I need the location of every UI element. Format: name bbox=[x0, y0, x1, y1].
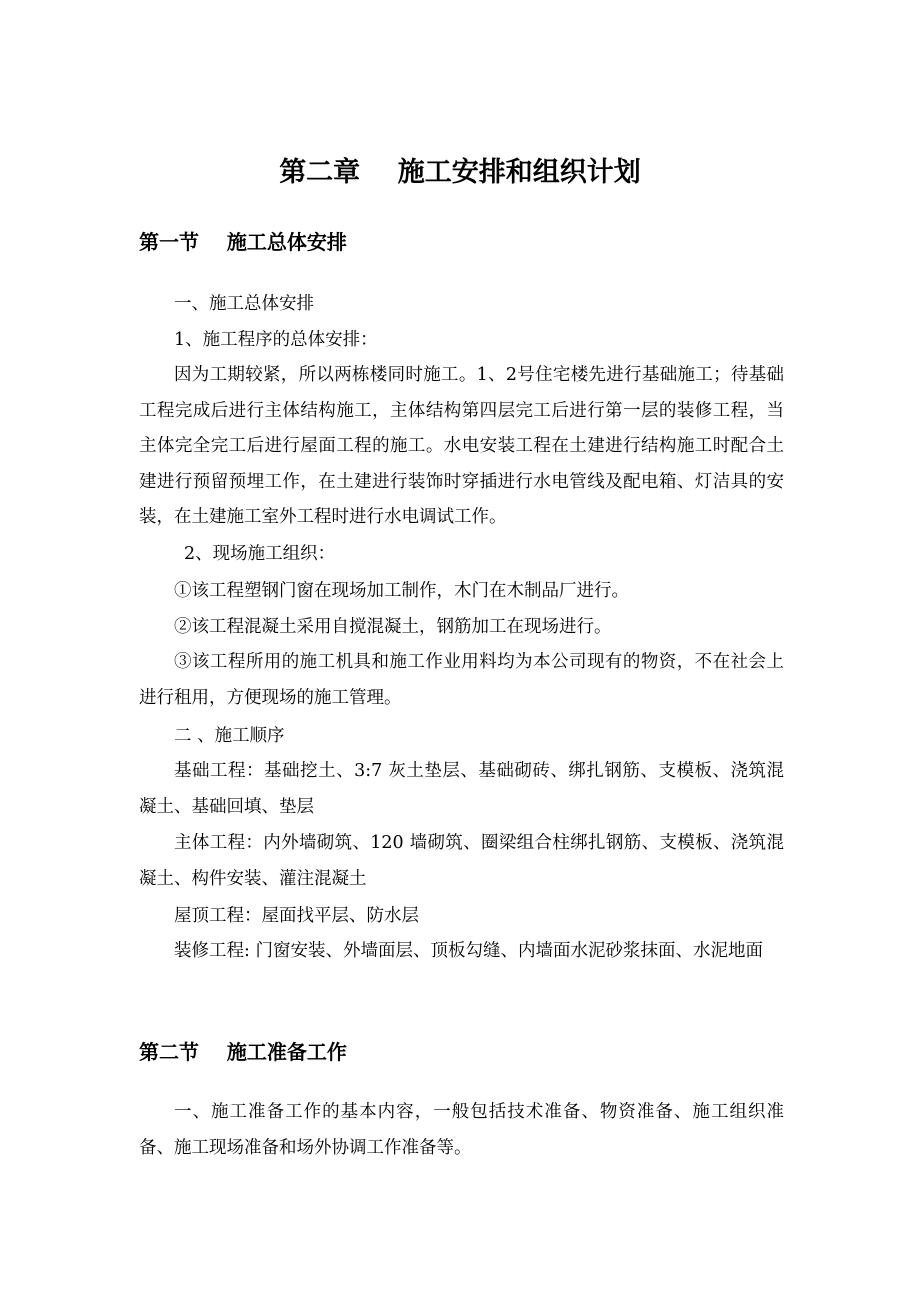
heading-site-organization: 2、现场施工组织： bbox=[184, 544, 336, 564]
list-item-1: ①该工程塑钢门窗在现场加工制作，木门在木制品厂进行。 bbox=[174, 581, 629, 601]
heading-overall-arrangement: 一、施工总体安排 bbox=[174, 294, 314, 314]
paragraph-roof-works: 屋顶工程：屋面找平层、防水层 bbox=[174, 906, 419, 926]
section-title-1: 第一节 施工总体安排 bbox=[139, 230, 347, 254]
paragraph-decoration-works: 装修工程: 门窗安装、外墙面层、顶板勾缝、内墙面水泥砂浆抹面、水泥地面 bbox=[174, 941, 763, 961]
list-item-3: ③该工程所用的施工机具和施工作业用料均为本公司现有的物资，不在社会上进行租用，方便现场的施工管理。 bbox=[139, 652, 784, 708]
section-title-2: 第二节 施工准备工作 bbox=[139, 1040, 347, 1064]
paragraph-construction-program: 因为工期较紧，所以两栋楼同时施工。1、2号住宅楼先进行基础施工；待基础工程完成后进行主体结构施工，主体结构第四层完工后进行第一层的装修工程，当主体完全完工后进行屋面工程的施工。水电安装工程在土建进行结构施工时配合土建进行预留预埋工作，在土建进行装饰时穿插进行水电管线及配电箱、灯洁具的安装，在土建施工室外工程时进行水电调试工作。 bbox=[139, 365, 784, 528]
heading-program-arrangement: 1、施工程序的总体安排： bbox=[174, 330, 378, 350]
paragraph-foundation-works: 基础工程：基础挖土、3:7 灰土垫层、基础砌砖、绑扎钢筋、支模板、浇筑混凝土、基础回填、垫层 bbox=[139, 761, 784, 817]
list-item-2: ②该工程混凝土采用自搅混凝土，钢筋加工在现场进行。 bbox=[174, 617, 612, 637]
chapter-title: 第二章 施工安排和组织计划 bbox=[279, 157, 641, 188]
heading-construction-sequence: 二 、施工顺序 bbox=[174, 726, 285, 746]
paragraph-preparation-content: 一、施工准备工作的基本内容，一般包括技术准备、物资准备、施工组织准备、施工现场准备和场外协调工作准备等。 bbox=[139, 1102, 784, 1158]
paragraph-main-structure-works: 主体工程：内外墙砌筑、120 墙砌筑、圈梁组合柱绑扎钢筋、支模板、浇筑混凝土、构件安装、灌注混凝土 bbox=[139, 833, 784, 889]
